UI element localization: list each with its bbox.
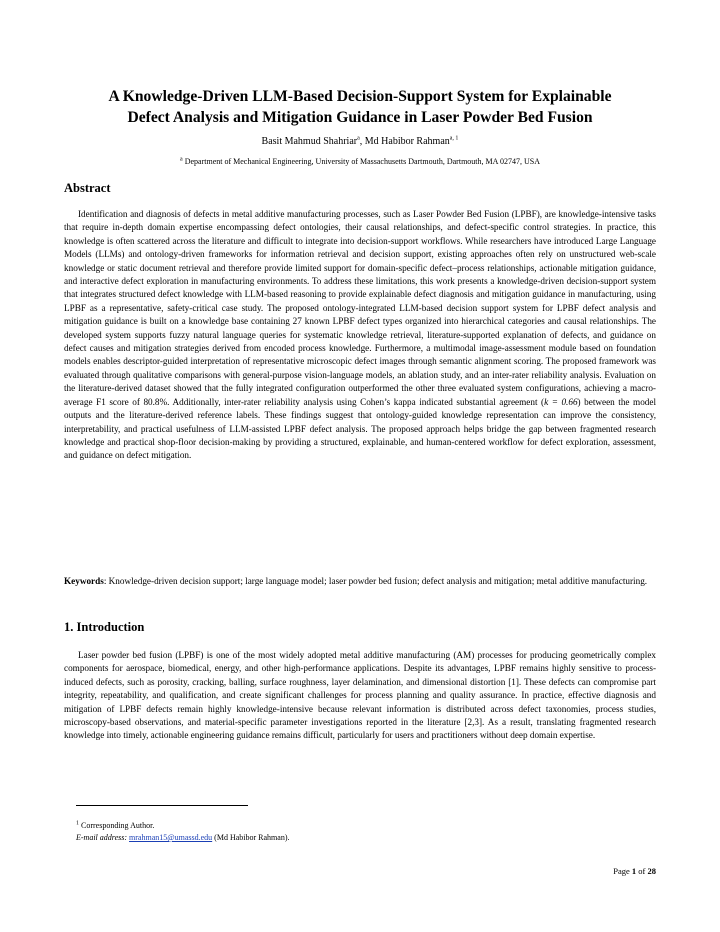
affiliation [60,156,660,167]
footnote-corresponding [76,820,290,832]
keywords-text: : Knowledge-driven decision support; large language model; laser powder bed fusion; defect analysis and mitigation; metal additive manufacturing. [103,576,648,586]
abstract-text-part-1: Identification and diagnosis of defects in metal additive manufacturing processes, such as Laser Powder Bed Fusion (LPBF), are knowledge-intensive tasks that require in-depth domain expertise encompassing defect ontologies, their causal relationships, and defect-specific control strategies. In practice, this knowledge is often scattered across the literature and difficult to integrate into decision-support workflows. While researchers have introduced Large Language Models (LLMs) and ontology-driven frameworks for information retrieval and decision support, existing approaches often rely on unstructured web-scale knowledge or static document retrieval and therefore provide limited support for domain-specific defect–process relationships, actionable mitigation guidance, and interactive defect exploration in manufacturing environments. To address these limitations, this work presents a knowledge-driven decision-support system that integrates structured defect knowledge with LLM-based reasoning to provide explainable defect diagnosis and mitigation guidance in manufacturing, using LPBF as a representative, safety-critical case study. The proposed ontology-integrated LLM-based decision support system for LPBF defect analysis and mitigation guidance is built on a knowledge base containing 27 known LPBF defect types organized into hierarchical categories and causal relationships. The developed system supports fuzzy natural language queries for systematic knowledge retrieval, literature-supported explanation of defects, and guidance on defect causes and mitigation strategies derived from encoded process knowledge. Furthermore, a multimodal image-assessment module based on foundation models enables descriptor-guided interpretation of representative microscopic defect images through semantic alignment scoring. The proposed framework was evaluated through qualitative comparisons with general-purpose vision-language models, an ablation study, and an inter-rater reliability analysis. Evaluation on the literature-derived dataset showed that the fully integrated configuration outperformed the other three evaluated system configurations, achieving a macro-average F1 score of 80.8%. Additionally, inter-rater reliability analysis using Cohen’s kappa indicated substantial agreement ( [64,209,656,407]
author-affiliation-mark: a, 1 [449,135,459,142]
kappa-expression: k = 0.66 [544,396,578,407]
abstract-text-part-2: ) between the model outputs and the literature-derived reference labels. These findings suggest that ontology-guided knowledge representation can improve the consistency, interpretability, and practical usefulness of LLM-assisted LPBF defect analysis. The proposed approach helps bridge the gap between fragmented research knowledge and practical shop-floor decision-making by providing a structured, explainable, and human-centered workflow for defect exploration, assessment, and guidance on defect mitigation. [64,396,657,461]
footnote-corresponding-text: Corresponding Author. [81,821,155,830]
affiliation-text: Department of Mechanical Engineering, University of Massachusetts Dartmouth, Dartmouth, MA 02747, USA [184,157,540,166]
page-number [613,866,656,876]
affiliation-mark: a [180,156,183,163]
footnote-divider [76,805,248,806]
email-link[interactable]: mrahman15@umassd.edu [129,833,213,842]
footnote [76,820,290,844]
footnote-email-line [76,832,290,844]
page-number-middle: of [636,866,648,876]
keywords-label: Keywords [64,576,104,586]
page-total: 28 [647,866,656,876]
abstract-body [64,208,656,463]
title-line-2: Defect Analysis and Mitigation Guidance in Laser Powder Bed Fusion [127,109,593,126]
author-list [60,135,660,148]
keywords [64,574,656,588]
footnote-mark: 1 [76,820,79,827]
introduction-body: Laser powder bed fusion (LPBF) is one of the most widely adopted metal additive manufacturing (AM) processes for producing geometrically complex components for aerospace, biomedical, energy, and other high-performance applications. Despite its advantages, LPBF remains highly sensitive to process-induced defects, such as porosity, cracking, balling, surface roughness, layer delamination, and dimensional distortion [1]. These defects can compromise part integrity, repeatability, and qualification, and create significant challenges for process planning and quality assurance. In practice, effective diagnosis and mitigation of LPBF defects remain highly knowledge-intensive because relevant information is distributed across defect taxonomies, process studies, microscopy-based observations, and material-specific parameter investigations reported in the literature [2,3]. As a result, translating fragmented research knowledge into timely, actionable engineering guidance remains difficult, particularly for users and practitioners without deep domain expertise. [64,650,656,741]
abstract-heading: Abstract [64,181,111,195]
author-affiliation-mark: a [357,135,360,142]
email-owner: (Md Habibor Rahman). [214,833,290,842]
author-name: Md Habibor Rahman [364,136,450,147]
introduction-heading: 1. Introduction [64,620,145,634]
title-line-1: A Knowledge-Driven LLM-Based Decision-Support System for Explainable [108,88,612,105]
author-separator: , [359,136,365,147]
page-current: 1 [631,866,637,876]
paper-title [60,86,660,128]
page-number-prefix: Page [613,866,632,876]
email-label: E-mail address: [76,833,128,842]
author-name: Basit Mahmud Shahriar [261,136,358,147]
